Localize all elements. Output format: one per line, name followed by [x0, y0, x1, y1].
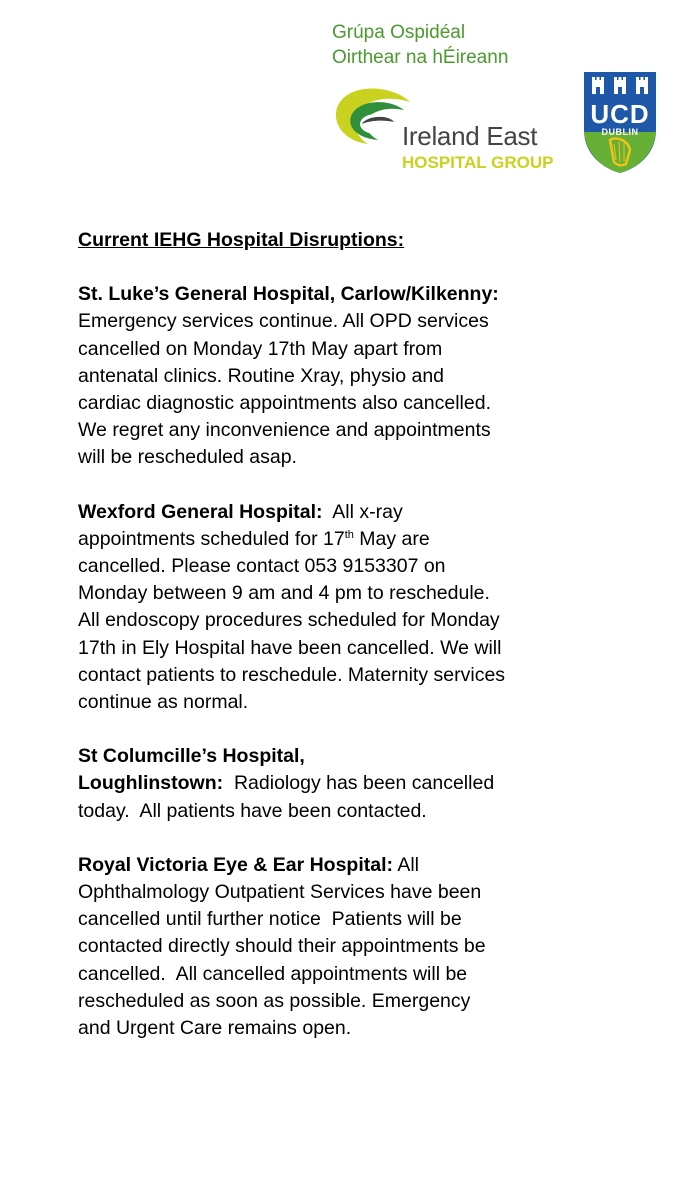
- wexford-line2-post: May are: [353, 527, 430, 550]
- rveeh-line: rescheduled as soon as possible. Emergency: [78, 989, 471, 1012]
- columcille-line: today. All patients have been contacted.: [78, 799, 427, 822]
- st-lukes-line: Emergency services continue. All OPD services: [78, 310, 489, 333]
- ireland-east-hospital-group-logo: [332, 80, 572, 180]
- notice-heading: Current IEHG Hospital Disruptions:: [78, 229, 405, 251]
- st-lukes-line: cardiac diagnostic appointments also cancelled.: [78, 392, 491, 415]
- columcille-line2-text: Radiology has been cancelled: [223, 772, 495, 795]
- st-lukes-line: cancelled on Monday 17th May apart from: [78, 337, 443, 360]
- wexford-line: contact patients to reschedule. Maternity services: [78, 663, 506, 686]
- rveeh-line: [78, 852, 598, 879]
- rveeh-line: and Urgent Care remains open.: [78, 1017, 352, 1040]
- disruption-notice: [78, 227, 598, 1069]
- columcille-line: [78, 770, 598, 797]
- wexford-line: 17th in Ely Hospital have been cancelled. We will: [78, 636, 502, 659]
- columcille-name-line1: St Columcille’s Hospital,: [78, 745, 305, 768]
- st-lukes-line: antenatal clinics. Routine Xray, physio and: [78, 364, 445, 387]
- logo-name: Ireland East: [402, 121, 538, 151]
- section-wexford: [78, 499, 598, 717]
- section-st-columcilles: [78, 743, 598, 825]
- rveeh-line: cancelled until further notice Patients will be: [78, 908, 462, 931]
- wexford-line: Monday between 9 am and 4 pm to reschedule.: [78, 582, 490, 605]
- wexford-line: [78, 499, 598, 526]
- irish-group-name-line2: Oirthear na hÉireann: [332, 47, 509, 68]
- rveeh-line1-text: All: [393, 853, 420, 876]
- logo-subtitle: HOSPITAL GROUP: [402, 153, 554, 172]
- wexford-name: Wexford General Hospital:: [78, 500, 323, 523]
- wexford-line: continue as normal.: [78, 691, 249, 714]
- irish-group-name-line1: Grúpa Ospidéal: [332, 22, 466, 43]
- columcille-name-line2: Loughlinstown:: [78, 772, 224, 795]
- st-lukes-line: We regret any inconvenience and appointments: [78, 419, 491, 442]
- rveeh-line: contacted directly should their appointments be: [78, 935, 486, 958]
- irish-group-name: [332, 20, 508, 70]
- wexford-line1-text: All x-ray: [322, 500, 403, 523]
- wexford-line2-pre: appointments scheduled for 17: [78, 527, 345, 550]
- wexford-line: All endoscopy procedures scheduled for Monday: [78, 609, 500, 632]
- st-lukes-line: will be rescheduled asap.: [78, 446, 297, 469]
- rveeh-line: cancelled. All cancelled appointments will be: [78, 962, 468, 985]
- rveeh-name: Royal Victoria Eye & Ear Hospital:: [78, 853, 393, 876]
- wexford-line2-sup: th: [344, 528, 354, 541]
- st-lukes-name: St. Luke’s General Hospital, Carlow/Kilkenny:: [78, 283, 499, 306]
- wexford-line: [78, 526, 598, 553]
- ucd-crest: [582, 70, 658, 174]
- rveeh-line: Ophthalmology Outpatient Services have been: [78, 881, 482, 904]
- section-st-lukes: [78, 281, 598, 471]
- wexford-line: cancelled. Please contact 053 9153307 on: [78, 555, 446, 578]
- ucd-crest-title: UCD: [590, 99, 650, 129]
- ucd-crest-subtitle: DUBLIN: [601, 127, 639, 137]
- section-rveeh: [78, 852, 598, 1042]
